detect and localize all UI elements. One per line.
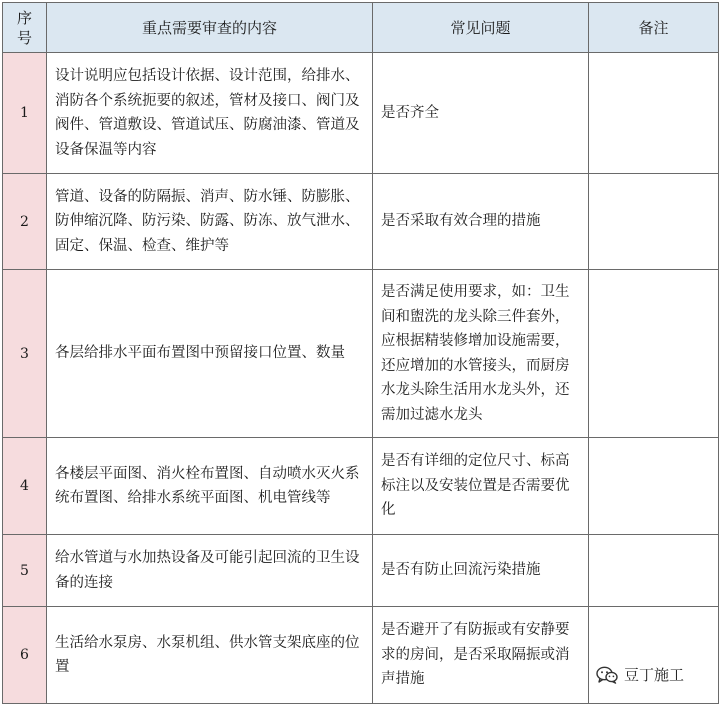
header-number-line1: 序	[16, 8, 32, 27]
row-issue: 是否避开了有防振或有安静要求的房间，是否采取隔振或消声措施	[373, 607, 589, 704]
row-content: 生活给水泵房、水泵机组、供水管支架底座的位置	[47, 607, 373, 704]
row-number: 1	[3, 53, 47, 174]
row-remark	[589, 174, 719, 270]
header-content: 重点需要审查的内容	[47, 3, 373, 53]
row-remark	[589, 438, 719, 535]
row-content: 各层给排水平面布置图中预留接口位置、数量	[47, 270, 373, 438]
header-remarks: 备注	[589, 3, 719, 53]
table-row	[3, 607, 719, 704]
row-issue: 是否有详细的定位尺寸、标高标注以及安装位置是否需要优化	[373, 438, 589, 535]
row-remark	[589, 535, 719, 607]
header-number-line2: 号	[16, 28, 32, 47]
watermark	[596, 664, 684, 685]
row-number: 5	[3, 535, 47, 607]
header-issues: 常见问题	[373, 3, 589, 53]
row-remark	[589, 270, 719, 438]
row-issue: 是否满足使用要求，如：卫生间和盥洗的龙头除三件套外，应根据精装修增加设施需要，还应增加的水管接头，而厨房水龙头除生活用水龙头外，还需加过滤水龙头	[373, 270, 589, 438]
row-number: 3	[3, 270, 47, 438]
table-row	[3, 174, 719, 270]
header-row	[3, 3, 719, 53]
row-issue: 是否有防止回流污染措施	[373, 535, 589, 607]
row-remark	[589, 607, 719, 704]
row-content: 各楼层平面图、消火栓布置图、自动喷水灭火系统布置图、给排水系统平面图、机电管线等	[47, 438, 373, 535]
header-number	[3, 3, 47, 53]
row-content: 管道、设备的防隔振、消声、防水锤、防膨胀、防伸缩沉降、防污染、防露、防冻、放气泄水、固定、保温、检查、维护等	[47, 174, 373, 270]
row-content: 给水管道与水加热设备及可能引起回流的卫生设备的连接	[47, 535, 373, 607]
row-number: 2	[3, 174, 47, 270]
table-row	[3, 535, 719, 607]
row-number: 6	[3, 607, 47, 704]
row-content: 设计说明应包括设计依据、设计范围，给排水、消防各个系统扼要的叙述，管材及接口、阀门及阀件、管道敷设、管道试压、防腐油漆、管道及设备保温等内容	[47, 53, 373, 174]
table-row	[3, 53, 719, 174]
review-table	[2, 2, 719, 704]
row-remark	[589, 53, 719, 174]
row-issue: 是否齐全	[373, 53, 589, 174]
watermark-text: 豆丁施工	[624, 666, 685, 684]
table-row	[3, 438, 719, 535]
table-row	[3, 270, 719, 438]
row-number: 4	[3, 438, 47, 535]
wechat-icon	[596, 666, 618, 684]
row-issue: 是否采取有效合理的措施	[373, 174, 589, 270]
